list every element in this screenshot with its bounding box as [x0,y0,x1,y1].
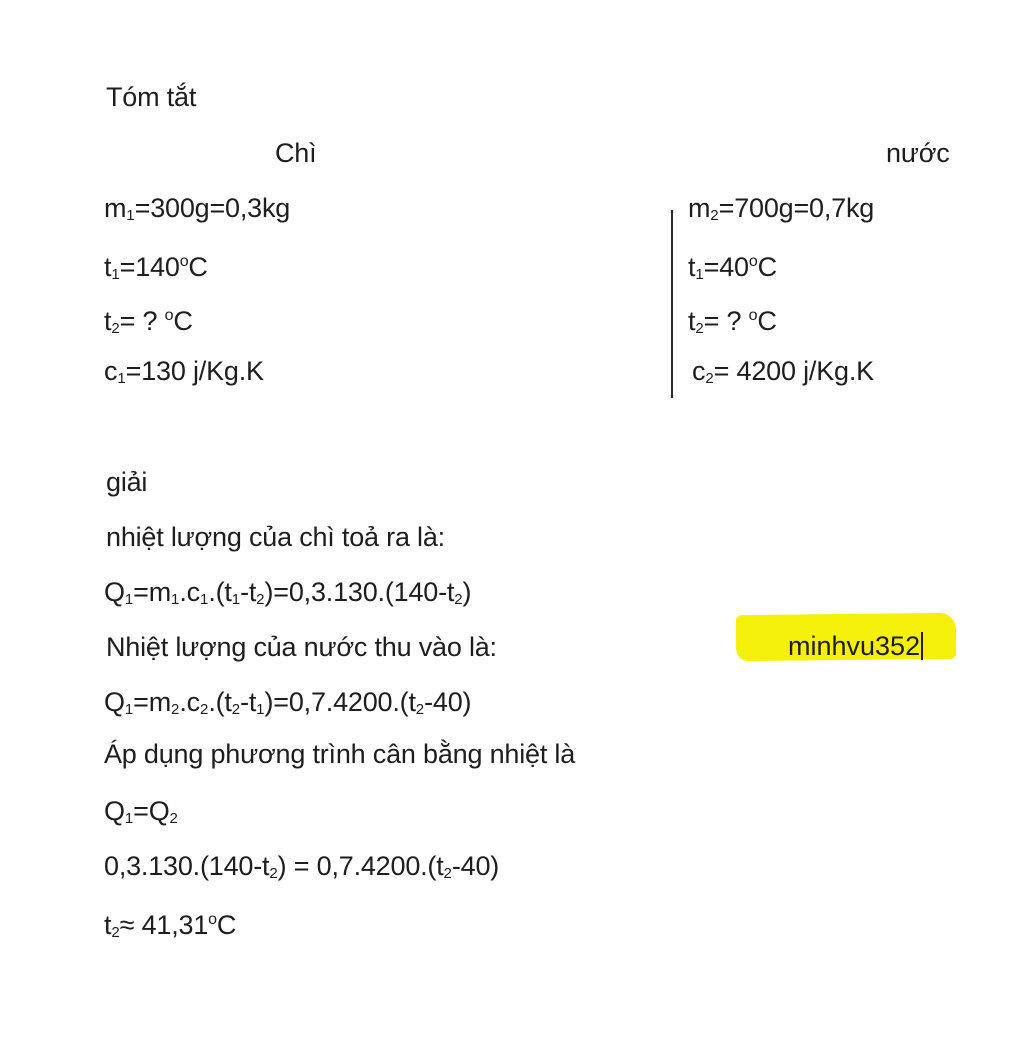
lead-t2-unit: C [173,306,193,336]
solution-heading: giải [106,467,148,497]
lead-initial-temp-line [104,246,208,291]
water-c-value: = 4200 j/Kg.K [713,356,874,386]
lead-column-heading: Chì [275,138,317,168]
result-value: ≈ 41,31 [119,910,209,940]
eq1-part-a: Q [104,577,125,607]
water-initial-temp-line [688,246,777,291]
lead-mass-subscript: 1 [126,207,135,224]
expanded-sub-b: 2 [443,865,452,882]
lead-final-temp-line [104,300,193,345]
eq1-sub-c: 1 [199,591,209,608]
lead-c-value: =130 j/Kg.K [125,356,264,386]
lead-c-symbol: c [104,356,118,386]
lead-t1-unit: C [188,252,208,282]
eq2-sub-a: 1 [124,701,134,718]
water-heat-text: Nhiệt lượng của nước thu vào là: [106,632,497,662]
eq2-sub-b: 2 [171,701,180,718]
eq1-part-f: )=0,3.130.(140-t [264,577,455,607]
lead-mass-symbol: m [104,193,127,223]
eq2-sub-f: 2 [415,701,425,718]
water-heat-equation [104,686,471,726]
text-caret [921,632,923,660]
water-specific-heat-line [692,355,874,395]
water-mass-subscript: 2 [710,207,719,224]
water-mass-value: =700g=0,7kg [718,193,875,223]
eq2-part-a: Q [104,687,125,717]
lead-mass-value: =300g=0,3kg [134,193,291,223]
result-subscript: 2 [111,924,120,941]
result-symbol: t [104,910,112,940]
balance-sub-a: 1 [124,810,134,827]
expanded-part-a: 0,3.130.(140-t [104,851,270,881]
balance-text: Áp dụng phương trình cân bằng nhiệt là [104,739,576,769]
eq1-part-e: -t [240,577,257,607]
eq2-sub-d: 2 [231,701,241,718]
lead-t1-value: =140 [119,252,180,282]
water-c-symbol: c [692,356,706,386]
water-c-subscript: 2 [705,370,714,387]
expanded-part-c: -40) [451,851,500,881]
eq1-sub-f: 2 [454,591,463,608]
eq2-part-e: -t [240,687,257,717]
eq2-part-d: .(t [208,687,232,717]
water-t1-unit: C [757,252,777,282]
eq2-part-c: .c [179,687,200,717]
water-t1-value: =40 [703,252,749,282]
lead-t1-symbol: t [104,252,112,282]
lead-t2-degree: o [164,307,174,324]
water-final-temp-line [688,300,777,345]
balance-equation [104,795,178,835]
expanded-sub-a: 2 [269,865,278,882]
lead-heat-equation [104,576,471,616]
balance-sub-b: 2 [169,810,178,827]
eq1-part-g: ) [462,577,472,607]
eq1-part-d: .(t [208,577,232,607]
lead-mass-line [104,192,290,232]
lead-heat-text: nhiệt lượng của chì toả ra là: [106,522,445,552]
result-degree: o [208,911,217,928]
water-t1-degree: o [748,253,758,270]
expanded-part-b: ) = 0,7.4200.(t [277,851,444,881]
eq1-part-b: =m [133,577,172,607]
eq1-part-c: .c [179,577,200,607]
water-t2-subscript: 2 [695,320,704,337]
lead-t1-subscript: 1 [111,266,120,283]
water-column-heading: nước [886,138,950,168]
water-t2-unit: C [757,306,777,336]
water-t2-degree: o [748,307,758,324]
water-t1-subscript: 1 [695,266,704,283]
result-unit: C [216,910,237,940]
balance-part-a: Q [104,796,125,826]
lead-t2-subscript: 2 [111,320,120,337]
column-divider [671,210,673,398]
result-line [104,904,236,949]
balance-part-b: =Q [133,796,170,826]
expanded-equation [104,850,499,890]
water-t2-value: = ? [703,306,749,336]
lead-specific-heat-line [104,355,264,395]
eq2-sub-c: 2 [199,701,209,718]
username-watermark [788,630,923,662]
eq1-sub-d: 1 [231,591,241,608]
lead-t1-degree: o [179,253,189,270]
lead-c-subscript: 1 [117,370,126,387]
username-text: minhvu352 [788,631,921,661]
eq2-part-f: )=0,7.4200.(t [264,687,416,717]
eq2-part-b: =m [133,687,172,717]
eq1-sub-b: 1 [171,591,180,608]
water-t1-symbol: t [688,252,696,282]
lead-t2-value: = ? [119,306,165,336]
water-mass-symbol: m [688,193,711,223]
water-t2-symbol: t [688,306,696,336]
eq2-sub-e: 1 [256,701,265,718]
eq2-part-g: -40) [424,687,472,717]
summary-title: Tóm tắt [106,82,197,112]
water-mass-line [688,192,874,232]
eq1-sub-e: 2 [256,591,265,608]
eq1-sub-a: 1 [124,591,134,608]
lead-t2-symbol: t [104,306,112,336]
